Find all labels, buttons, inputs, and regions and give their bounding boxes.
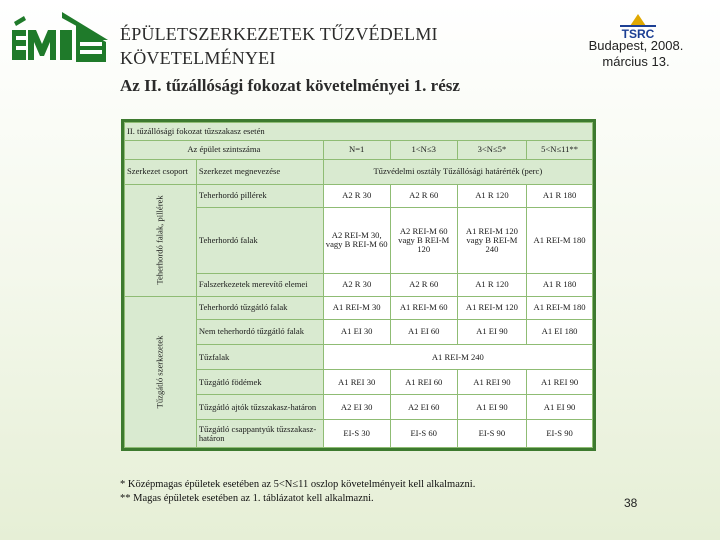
page-number: 38	[624, 496, 638, 510]
footnote-2: ** Magas épületek esetében az 1. táblázatot kell alkalmazni.	[120, 493, 374, 504]
table-cell: A1 EI 90	[527, 395, 593, 420]
table-cell: A1 R 180	[527, 274, 593, 297]
emi-logo	[10, 10, 110, 64]
date-block	[566, 38, 706, 70]
footnotes	[120, 478, 475, 506]
table-cell-merged: A1 REI-M 240	[323, 344, 592, 369]
footnote-1: * Középmagas épületek esetében az 5<N≤11 oszlop követelményeit kell alkalmazni.	[120, 479, 476, 490]
group-label: Szerkezet csoport	[125, 159, 197, 184]
table-cell: A1 REI 90	[457, 370, 526, 395]
table-cell: A1 R 120	[457, 184, 526, 207]
requirements-table	[124, 122, 593, 448]
table-cell: EI-S 90	[457, 420, 526, 448]
date-line-2: március 13.	[602, 54, 670, 69]
table-cell: A2 EI 30	[323, 395, 390, 420]
group-load-bearing-label: Teherhordó falak, pillérek	[154, 195, 165, 285]
table-cell: A1 REI-M 30	[323, 296, 390, 319]
row-label: Nem teherhordó tűzgátló falak	[196, 319, 323, 344]
svg-text:TSRC: TSRC	[621, 27, 655, 41]
table-cell: A1 R 120	[457, 274, 526, 297]
table-cell: A1 REI 60	[390, 370, 457, 395]
row-label: Tűzgátló födémek	[196, 370, 323, 395]
table-cell: A2 R 60	[390, 274, 457, 297]
group-load-bearing	[125, 184, 197, 296]
row-label: Falszerkezetek merevítő elemei	[196, 274, 323, 297]
row-label: Teherhordó pillérek	[196, 184, 323, 207]
row-label: Tűzgátló ajtók tűzszakasz-határon	[196, 395, 323, 420]
table-cell: A2 REI-M 30, vagy B REI-M 60	[323, 207, 390, 273]
group-fire-separating	[125, 296, 197, 447]
table-cell: A1 REI 30	[323, 370, 390, 395]
floor-count-label: Az épület szintszáma	[125, 141, 324, 159]
table-cell: EI-S 90	[527, 420, 593, 448]
table-cell: A2 R 60	[390, 184, 457, 207]
table-cell: A1 EI 90	[457, 319, 526, 344]
table-cell: A1 EI 30	[323, 319, 390, 344]
table-cell: A1 R 180	[527, 184, 593, 207]
row-label: Tűzfalak	[196, 344, 323, 369]
col-header: 5<N≤11**	[527, 141, 593, 159]
col-header: 1<N≤3	[390, 141, 457, 159]
table-cell: EI-S 60	[390, 420, 457, 448]
table-cell: A2 R 30	[323, 274, 390, 297]
table-caption: II. tűzállósági fokozat tűzszakasz esetén	[125, 123, 593, 141]
table-cell: A1 REI 90	[527, 370, 593, 395]
table-cell: A2 EI 60	[390, 395, 457, 420]
page-title: ÉPÜLETSZERKEZETEK TŰZVÉDELMI KÖVETELMÉNYEI	[120, 24, 438, 68]
row-label: Teherhordó falak	[196, 207, 323, 273]
row-label: Teherhordó tűzgátló falak	[196, 296, 323, 319]
col-header: 3<N≤5*	[457, 141, 526, 159]
table-cell: A1 EI 60	[390, 319, 457, 344]
table-cell: EI-S 30	[323, 420, 390, 448]
table-cell: A1 EI 90	[457, 395, 526, 420]
row-label: Tűzgátló csappantyúk tűzszakasz-határon	[196, 420, 323, 448]
structure-label: Szerkezet megnevezése	[196, 159, 323, 184]
requirements-table-frame	[121, 119, 596, 451]
date-line-1: Budapest, 2008.	[588, 38, 684, 53]
col-header: N=1	[323, 141, 390, 159]
table-cell: A2 REI-M 60 vagy B REI-M 120	[390, 207, 457, 273]
table-cell: A1 EI 180	[527, 319, 593, 344]
group-fire-separating-label: Tűzgátló szerkezetek	[154, 335, 165, 409]
table-cell: A1 REI-M 180	[527, 296, 593, 319]
table-cell: A1 REI-M 120	[457, 296, 526, 319]
table-cell: A1 REI-M 60	[390, 296, 457, 319]
table-cell: A1 REI-M 180	[527, 207, 593, 273]
table-cell: A2 R 30	[323, 184, 390, 207]
fire-class-label: Tűzvédelmi osztály Tűzállósági határérték (perc)	[323, 159, 592, 184]
page-subtitle: Az II. tűzállósági fokozat követelményei 1. rész	[120, 76, 460, 95]
table-cell: A1 REI-M 120 vagy B REI-M 240	[457, 207, 526, 273]
